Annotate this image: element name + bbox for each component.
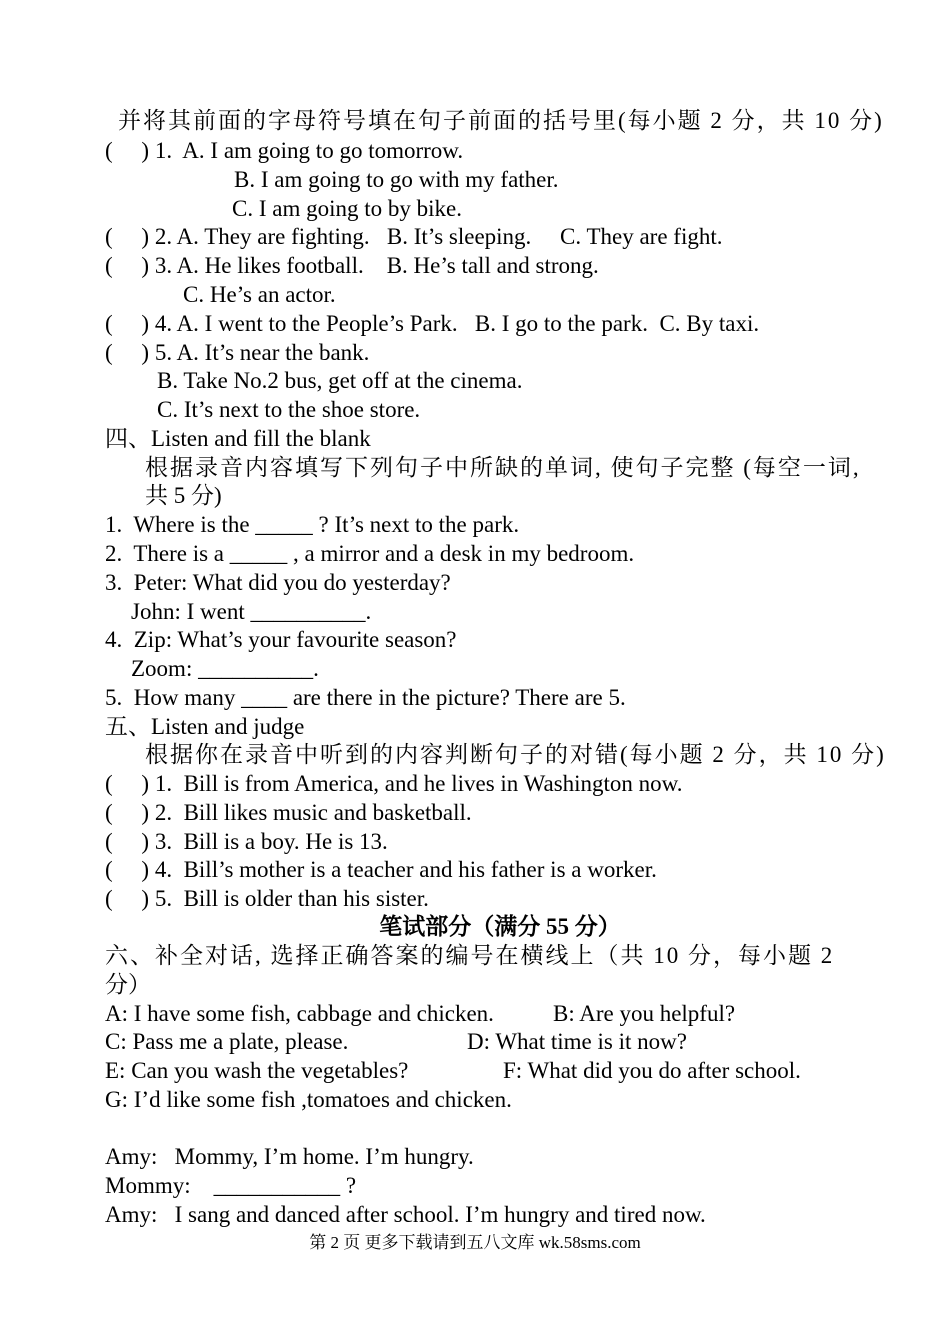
- section4-title: 四、Listen and fill the blank: [105, 426, 371, 451]
- option-d: D: What time is it now?: [467, 1029, 687, 1054]
- judge-2: ( ) 2. Bill likes music and basketball.: [105, 800, 472, 825]
- q1-option-b: B. I am going to go with my father.: [234, 167, 559, 192]
- option-a: A: I have some fish, cabbage and chicken.: [105, 1001, 494, 1026]
- fill-blank-5: 5. How many ____ are there in the picture? There are 5.: [105, 685, 626, 710]
- option-e: E: Can you wash the vegetables?: [105, 1058, 409, 1083]
- q1-option-a: ( ) 1. A. I am going to go tomorrow.: [105, 138, 464, 163]
- judge-3: ( ) 3. Bill is a boy. He is 13.: [105, 829, 388, 854]
- section6-title-line1: 六、补全对话, 选择正确答案的编号在横线上（共 10 分，每小题 2: [105, 943, 835, 968]
- section4-instruction-line2: 共 5 分): [145, 483, 222, 508]
- q3-option-c: C. He’s an actor.: [183, 282, 336, 307]
- dialogue-line-3: Amy: I sang and danced after school. I’m hungry and tired now.: [105, 1202, 706, 1227]
- q4-options: ( ) 4. A. I went to the People’s Park. B. I go to the park. C. By taxi.: [105, 311, 760, 336]
- q2-options: ( ) 2. A. They are fighting. B. It’s sleeping. C. They are fight.: [105, 224, 723, 249]
- option-b: B: Are you helpful?: [553, 1001, 736, 1026]
- section5-title: 五、Listen and judge: [105, 714, 305, 739]
- page-footer: 第 2 页 更多下载请到五八文库 wk.58sms.com: [309, 1233, 641, 1252]
- q5-option-c: C. It’s next to the shoe store.: [157, 397, 421, 422]
- section5-instruction: 根据你在录音中听到的内容判断句子的对错(每小题 2 分，共 10 分): [145, 742, 886, 767]
- option-g: G: I’d like some fish ,tomatoes and chicken.: [105, 1087, 512, 1112]
- fill-blank-4: 4. Zip: What’s your favourite season?: [105, 627, 457, 652]
- fill-blank-1: 1. Where is the _____ ? It’s next to the park.: [105, 512, 520, 537]
- section6-title-line2: 分）: [105, 972, 151, 997]
- judge-4: ( ) 4. Bill’s mother is a teacher and his father is a worker.: [105, 857, 657, 882]
- judge-1: ( ) 1. Bill is from America, and he lives in Washington now.: [105, 771, 683, 796]
- written-part-heading: 笔试部分（满分 55 分）: [379, 914, 621, 939]
- q5-option-b: B. Take No.2 bus, get off at the cinema.: [157, 368, 523, 393]
- fill-blank-4-answer: Zoom: __________.: [131, 656, 319, 681]
- q1-option-c: C. I am going to by bike.: [232, 196, 462, 221]
- judge-5: ( ) 5. Bill is older than his sister.: [105, 886, 429, 911]
- fill-blank-3: 3. Peter: What did you do yesterday?: [105, 570, 451, 595]
- option-f: F: What did you do after school.: [503, 1058, 801, 1083]
- q5-option-a: ( ) 5. A. It’s near the bank.: [105, 340, 370, 365]
- dialogue-line-2: Mommy: ___________ ?: [105, 1173, 357, 1198]
- section3-instruction: 并将其前面的字母符号填在句子前面的括号里(每小题 2 分，共 10 分): [118, 108, 884, 133]
- option-c: C: Pass me a plate, please.: [105, 1029, 349, 1054]
- dialogue-line-1: Amy: Mommy, I’m home. I’m hungry.: [105, 1144, 474, 1169]
- q3-options-ab: ( ) 3. A. He likes football. B. He’s tall and strong.: [105, 253, 599, 278]
- section4-instruction-line1: 根据录音内容填写下列句子中所缺的单词, 使句子完整 (每空一词,: [145, 455, 861, 480]
- fill-blank-2: 2. There is a _____ , a mirror and a desk in my bedroom.: [105, 541, 635, 566]
- fill-blank-3-answer: John: I went __________.: [131, 599, 372, 624]
